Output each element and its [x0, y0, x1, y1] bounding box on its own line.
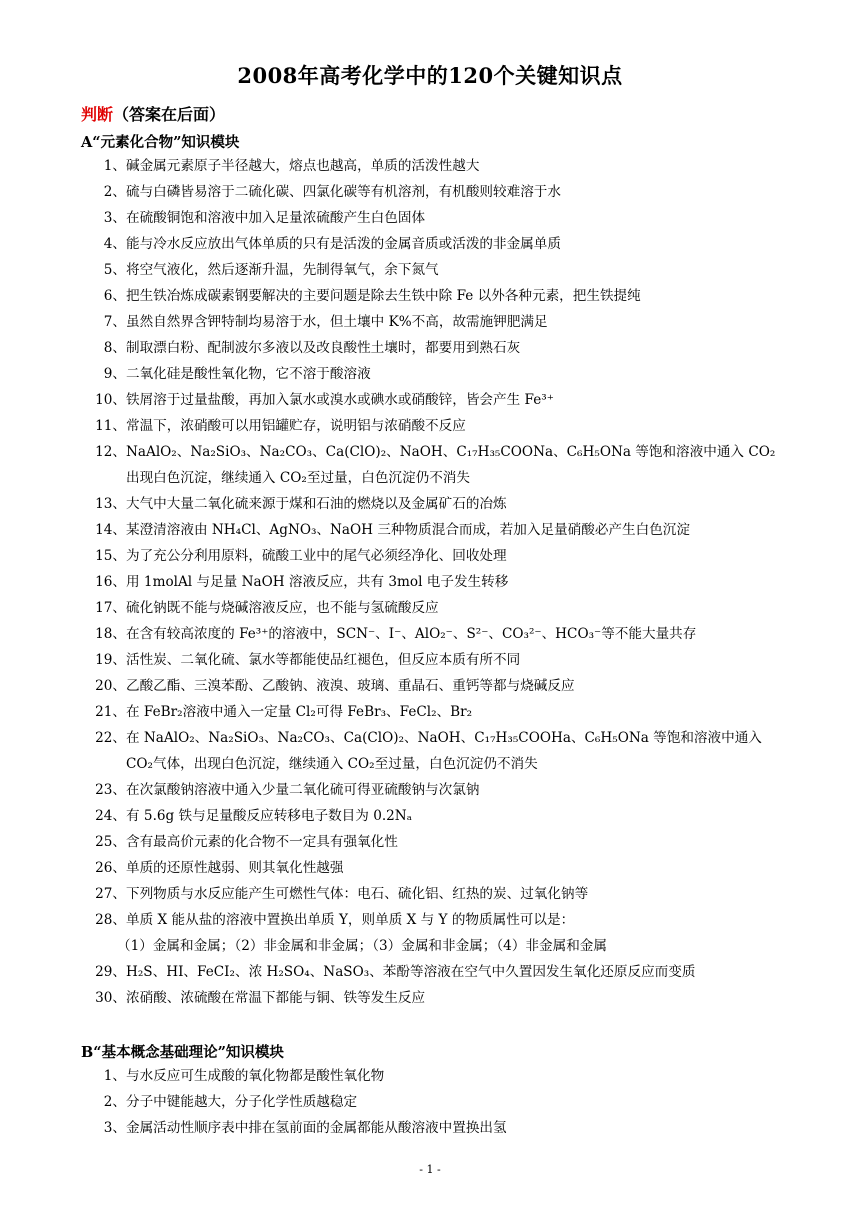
list-item: [81, 829, 781, 855]
list-item: [81, 257, 781, 283]
item-number: 29、: [95, 964, 126, 980]
item-text: 单质 X 能从盐的溶液中置换出单质 Y，则单质 X 与 Y 的物质属性可以是：: [126, 912, 575, 928]
item-text: 与水反应可生成酸的氧化物都是酸性氧化物: [126, 1068, 385, 1084]
item-number: 1、: [103, 158, 126, 174]
item-number: 11、: [95, 418, 126, 434]
item-text: 某澄清溶液由 NH₄Cl、AgNO₃、NaOH 三种物质混合而成，若加入足量硝酸必产生白色沉淀: [126, 522, 690, 538]
list-item: [81, 153, 781, 179]
item-number: 21、: [95, 704, 126, 720]
item-number: 10、: [95, 392, 126, 408]
list-item: [81, 595, 781, 621]
item-text: 金属活动性顺序表中排在氢前面的金属都能从酸溶液中置换出氢: [126, 1120, 507, 1136]
item-text: 制取漂白粉、配制波尔多液以及改良酸性土壤时，都要用到熟石灰: [126, 340, 521, 356]
item-number: 27、: [95, 886, 126, 902]
item-number: 23、: [95, 782, 126, 798]
item-text: 大气中大量二氧化硫来源于煤和石油的燃烧以及金属矿石的冶炼: [126, 496, 507, 512]
item-text: 活性炭、二氧化硫、氯水等都能使品红褪色，但反应本质有所不同: [126, 652, 521, 668]
item-number: [81, 933, 99, 959]
list-item: [81, 647, 781, 673]
item-text: 乙酸乙酯、三溴苯酚、乙酸钠、液溴、玻璃、重晶石、重钙等都与烧碱反应: [126, 678, 575, 694]
item-text: 碱金属元素原子半径越大，熔点也越高，单质的活泼性越大: [126, 158, 480, 174]
list-item: [81, 725, 781, 777]
item-text: 在硫酸铜饱和溶液中加入足量浓硫酸产生白色固体: [126, 210, 426, 226]
list-item: [81, 335, 781, 361]
list-item: [81, 361, 781, 387]
item-text: 在次氯酸钠溶液中通入少量二氧化硫可得亚硫酸钠与次氯钠: [126, 782, 480, 798]
list-item: [81, 777, 781, 803]
item-text: 下列物质与水反应能产生可燃性气体：电石、硫化铝、红热的炭、过氧化钠等: [126, 886, 589, 902]
item-text: 硫与白磷皆易溶于二硫化碳、四氯化碳等有机溶剂，有机酸则较难溶于水: [126, 184, 561, 200]
item-text: 硫化钠既不能与烧碱溶液反应，也不能与氢硫酸反应: [126, 600, 439, 616]
item-number: 15、: [95, 548, 126, 564]
item-number: 7、: [103, 314, 126, 330]
list-item: [81, 673, 781, 699]
section-b-title: B“基本概念基础理论”知识模块: [81, 1044, 284, 1061]
item-number: 14、: [95, 522, 126, 538]
item-text: H₂S、HI、FeCI₂、浓 H₂SO₄、NaSO₃、苯酚等溶液在空气中久置因发生氧化还原反应而变质: [126, 964, 696, 980]
item-text: 单质的还原性越弱、则其氧化性越强: [126, 860, 344, 876]
list-item: [81, 491, 781, 517]
list-item: [81, 907, 781, 933]
list-item: [81, 985, 781, 1011]
item-text: 含有最高价元素的化合物不一定具有强氧化性: [126, 834, 398, 850]
item-number: 22、: [95, 730, 126, 746]
item-text: 在含有较高浓度的 Fe³⁺的溶液中，SCN⁻、I⁻、AlO₂⁻、S²⁻、CO₃²⁻、HCO₃⁻等不能大量共存: [126, 626, 697, 642]
item-text: 浓硝酸、浓硫酸在常温下都能与铜、铁等发生反应: [126, 990, 426, 1006]
item-number: 9、: [103, 366, 126, 382]
list-item: [81, 543, 781, 569]
item-text: 铁屑溶于过量盐酸，再加入氯水或溴水或碘水或硝酸锌，皆会产生 Fe³⁺: [126, 392, 554, 408]
item-text: 在 NaAlO₂、Na₂SiO₃、Na₂CO₃、Ca(ClO)₂、NaOH、C₁₇H₃₅COOHa、C₆H₅ONa 等饱和溶液中通入 CO₂气体，出现白色沉淀，继续通入 CO₂至过量，白色沉淀仍不消失: [126, 730, 762, 772]
item-number: 19、: [95, 652, 126, 668]
judge-heading: [81, 102, 225, 125]
page-number: - 1 -: [419, 1163, 441, 1176]
item-text: NaAlO₂、Na₂SiO₃、Na₂CO₃、Ca(ClO)₂、NaOH、C₁₇H₃₅COONa、C₆H₅ONa 等饱和溶液中通入 CO₂出现白色沉淀，继续通入 CO₂至过量，白色沉淀仍不消失: [126, 444, 776, 486]
list-item: [81, 621, 781, 647]
item-number: 28、: [95, 912, 126, 928]
item-text: 将空气液化，然后逐渐升温，先制得氧气，余下氮气: [126, 262, 439, 278]
list-item: [81, 439, 781, 491]
item-text: 为了充公分利用原料，硫酸工业中的尾气必须经净化、回收处理: [126, 548, 507, 564]
list-item: [81, 933, 781, 959]
item-number: 16、: [95, 574, 126, 590]
item-number: 12、: [95, 444, 126, 460]
item-text: 有 5.6g 铁与足量酸反应转移电子数目为 0.2Nₐ: [126, 808, 412, 824]
item-text: 虽然自然界含钾特制均易溶于水，但土壤中 K%不高，故需施钾肥满足: [126, 314, 548, 330]
item-number: 8、: [103, 340, 126, 356]
item-number: 5、: [103, 262, 126, 278]
item-number: 17、: [95, 600, 126, 616]
section-a-title: A“元素化合物”知识模块: [81, 134, 240, 151]
judge-note: （答案在后面）: [113, 105, 226, 124]
item-number: 2、: [103, 1094, 126, 1110]
list-item: [81, 1115, 781, 1141]
list-item: [81, 517, 781, 543]
list-item: [81, 881, 781, 907]
list-item: [81, 569, 781, 595]
section-a-list: [81, 153, 781, 1011]
item-text: 用 1molAl 与足量 NaOH 溶液反应，共有 3mol 电子发生转移: [126, 574, 509, 590]
item-number: 24、: [95, 808, 126, 824]
section-b-list: [81, 1063, 781, 1141]
list-item: [81, 699, 781, 725]
list-item: [81, 387, 781, 413]
judge-label: 判断: [81, 105, 114, 124]
item-text: （1）金属和金属；（2）非金属和非金属；（3）金属和非金属；（4）非金属和金属: [117, 938, 607, 954]
list-item: [81, 1089, 781, 1115]
document-title: 2008年高考化学中的120个关键知识点: [237, 63, 623, 88]
list-item: [81, 205, 781, 231]
item-text: 把生铁冶炼成碳素钢要解决的主要问题是除去生铁中除 Fe 以外各种元素，把生铁提纯: [126, 288, 641, 304]
list-item: [81, 803, 781, 829]
item-text: 分子中键能越大，分子化学性质越稳定: [126, 1094, 358, 1110]
item-text: 二氧化硅是酸性氧化物，它不溶于酸溶液: [126, 366, 371, 382]
item-number: 13、: [95, 496, 126, 512]
list-item: [81, 283, 781, 309]
item-text: 在 FeBr₂溶液中通入一定量 Cl₂可得 FeBr₃、FeCl₂、Br₂: [126, 704, 473, 720]
list-item: [81, 413, 781, 439]
item-number: 2、: [103, 184, 126, 200]
list-item: [81, 959, 781, 985]
item-text: 常温下，浓硝酸可以用铝罐贮存，说明铝与浓硝酸不反应: [126, 418, 466, 434]
list-item: [81, 1063, 781, 1089]
list-item: [81, 231, 781, 257]
item-number: 1、: [103, 1068, 126, 1084]
item-number: 26、: [95, 860, 126, 876]
item-text: 能与冷水反应放出气体单质的只有是活泼的金属音质或活泼的非金属单质: [126, 236, 561, 252]
list-item: [81, 179, 781, 205]
list-item: [81, 855, 781, 881]
item-number: 3、: [103, 210, 126, 226]
item-number: 25、: [95, 834, 126, 850]
item-number: 4、: [103, 236, 126, 252]
item-number: 6、: [103, 288, 126, 304]
item-number: 30、: [95, 990, 126, 1006]
list-item: [81, 309, 781, 335]
item-number: 18、: [95, 626, 126, 642]
item-number: 20、: [95, 678, 126, 694]
item-number: 3、: [103, 1120, 126, 1136]
